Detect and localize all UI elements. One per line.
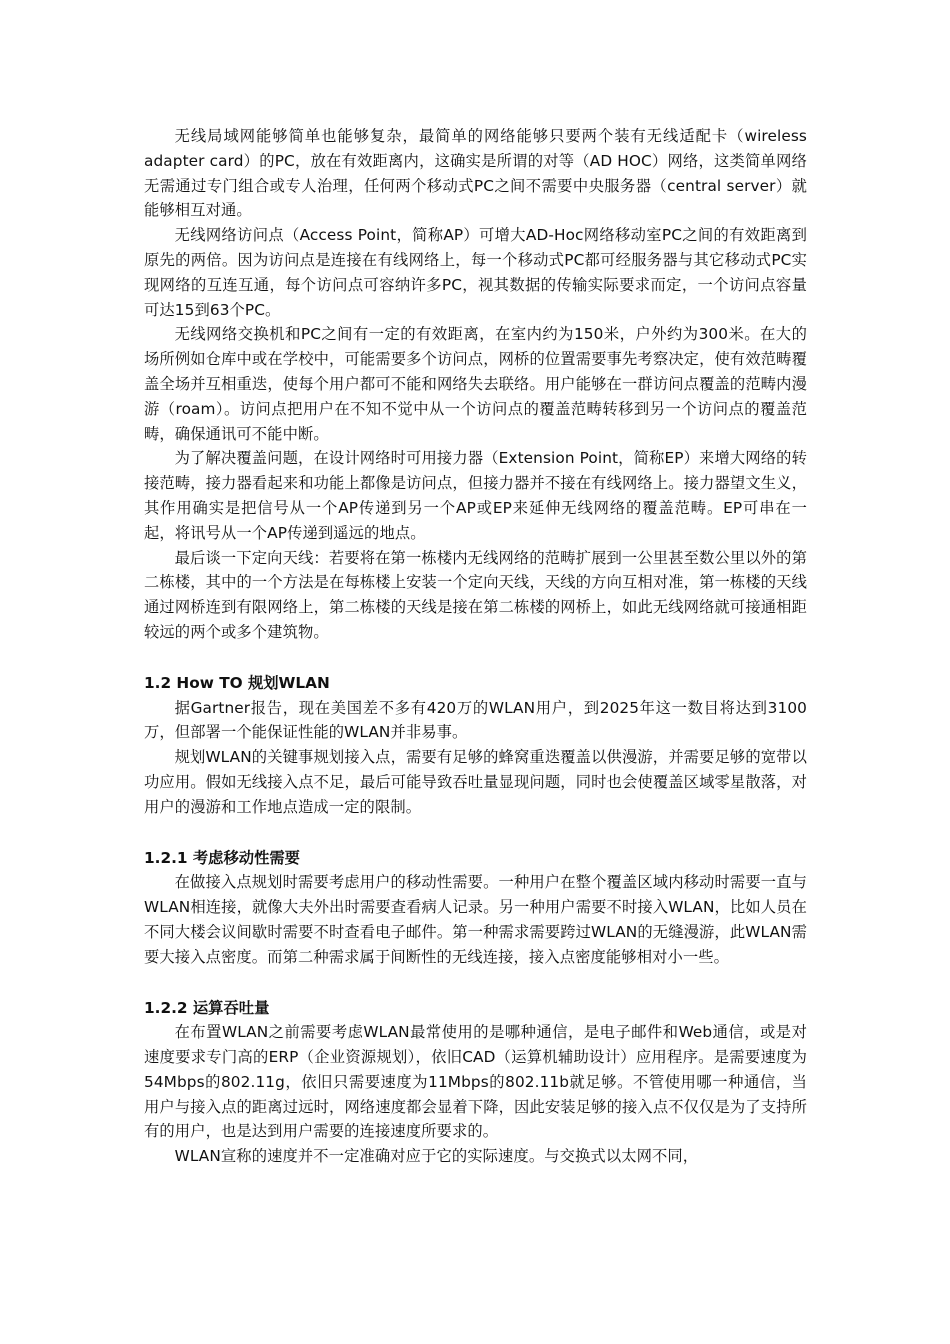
section-1-2-1-heading: 1.2.1 考虑移动性需要 bbox=[144, 848, 300, 867]
section-1-2-2-paragraph-2: WLAN宣称的速度并不一定准确对应于它的实际速度。与交换式以太网不同， bbox=[174, 1147, 699, 1166]
section-1-2-heading: 1.2 How TO 规划WLAN bbox=[144, 673, 330, 692]
intro-paragraph-1: 无线局域网能够简单也能够复杂，最简单的网络能够只要两个装有无线适配卡（wireless adapter card）的PC，放在有效距离内，这确实是所谓的对等（AD HOC）网络，这类简单网络无需通过专门组合或专人治理，任何两个移动式PC之间不需要中央服务器（central server）就能够相互对通。 bbox=[144, 127, 807, 220]
intro-paragraph-5: 最后谈一下定向天线：若要将在第一栋楼内无线网络的范畴扩展到一公里甚至数公里以外的第二栋楼，其中的一个方法是在每栋楼上安装一个定向天线，天线的方向互相对准，第一栋楼的天线通过网桥连到有限网络上，第二栋楼的天线是接在第二栋楼的网桥上，如此无线网络就可接通相距较远的两个或多个建筑物。 bbox=[144, 548, 807, 641]
document-page bbox=[144, 124, 807, 1169]
intro-paragraph-4: 为了解决覆盖问题，在设计网络时可用接力器（Extension Point，简称EP）来增大网络的转接范畴，接力器看起来和功能上都像是访问点，但接力器并不接在有线网络上。接力器望文生义，其作用确实是把信号从一个AP传递到另一个AP或EP来延伸无线网络的覆盖范畴。EP可串在一起，将讯号从一个AP传递到遥远的地点。 bbox=[144, 449, 807, 542]
intro-paragraph-3: 无线网络交换机和PC之间有一定的有效距离，在室内约为150米，户外约为300米。在大的场所例如仓库中或在学校中，可能需要多个访问点，网桥的位置需要事先考察决定，使有效范畴覆盖全场并互相重迭，使每个用户都可不能和网络失去联络。用户能够在一群访问点覆盖的范畴内漫游（roam）。访问点把用户在不知不觉中从一个访问点的覆盖范畴转移到另一个访问点的覆盖范畴，确保通讯可不能中断。 bbox=[144, 325, 807, 443]
section-1-2-2-heading: 1.2.2 运算吞吐量 bbox=[144, 998, 270, 1017]
section-1-2-2-paragraph-1: 在布置WLAN之前需要考虑WLAN最常使用的是哪种通信，是电子邮件和Web通信，或是对速度要求专门高的ERP（企业资源规划），依旧CAD（运算机辅助设计）应用程序。是需要速度为54Mbps的802.11g，依旧只需要速度为11Mbps的802.11b就足够。不管使用哪一种通信，当用户与接入点的距离过远时，网络速度都会显着下降，因此安装足够的接入点不仅仅是为了支持所有的用户，也是达到用户需要的连接速度所要求的。 bbox=[144, 1023, 807, 1141]
section-1-2-paragraph-2: 规划WLAN的关键事规划接入点，需要有足够的蜂窝重迭覆盖以供漫游，并需要足够的宽带以功应用。假如无线接入点不足，最后可能导致吞吐量显现问题，同时也会使覆盖区域零星散落，对用户的漫游和工作地点造成一定的限制。 bbox=[144, 748, 807, 816]
section-1-2-1-paragraph-1: 在做接入点规划时需要考虑用户的移动性需要。一种用户在整个覆盖区域内移动时需要一直与WLAN相连接，就像大夫外出时需要查看病人记录。另一种用户需要不时接入WLAN，比如人员在不同大楼会议间歇时需要不时查看电子邮件。第一种需求需要跨过WLAN的无缝漫游，此WLAN需要大接入点密度。而第二种需求属于间断性的无线连接，接入点密度能够相对小一些。 bbox=[144, 873, 807, 966]
intro-paragraph-2: 无线网络访问点（Access Point，简称AP）可增大AD-Hoc网络移动室PC之间的有效距离到原先的两倍。因为访问点是连接在有线网络上，每一个移动式PC都可经服务器与其它移动式PC实现网络的互连互通，每个访问点可容纳许多PC，视其数据的传输实际要求而定，一个访问点容量可达15到63个PC。 bbox=[144, 226, 807, 319]
section-1-2-paragraph-1: 据Gartner报告，现在美国差不多有420万的WLAN用户，到2025年这一数目将达到3100万，但部署一个能保证性能的WLAN并非易事。 bbox=[144, 698, 807, 742]
